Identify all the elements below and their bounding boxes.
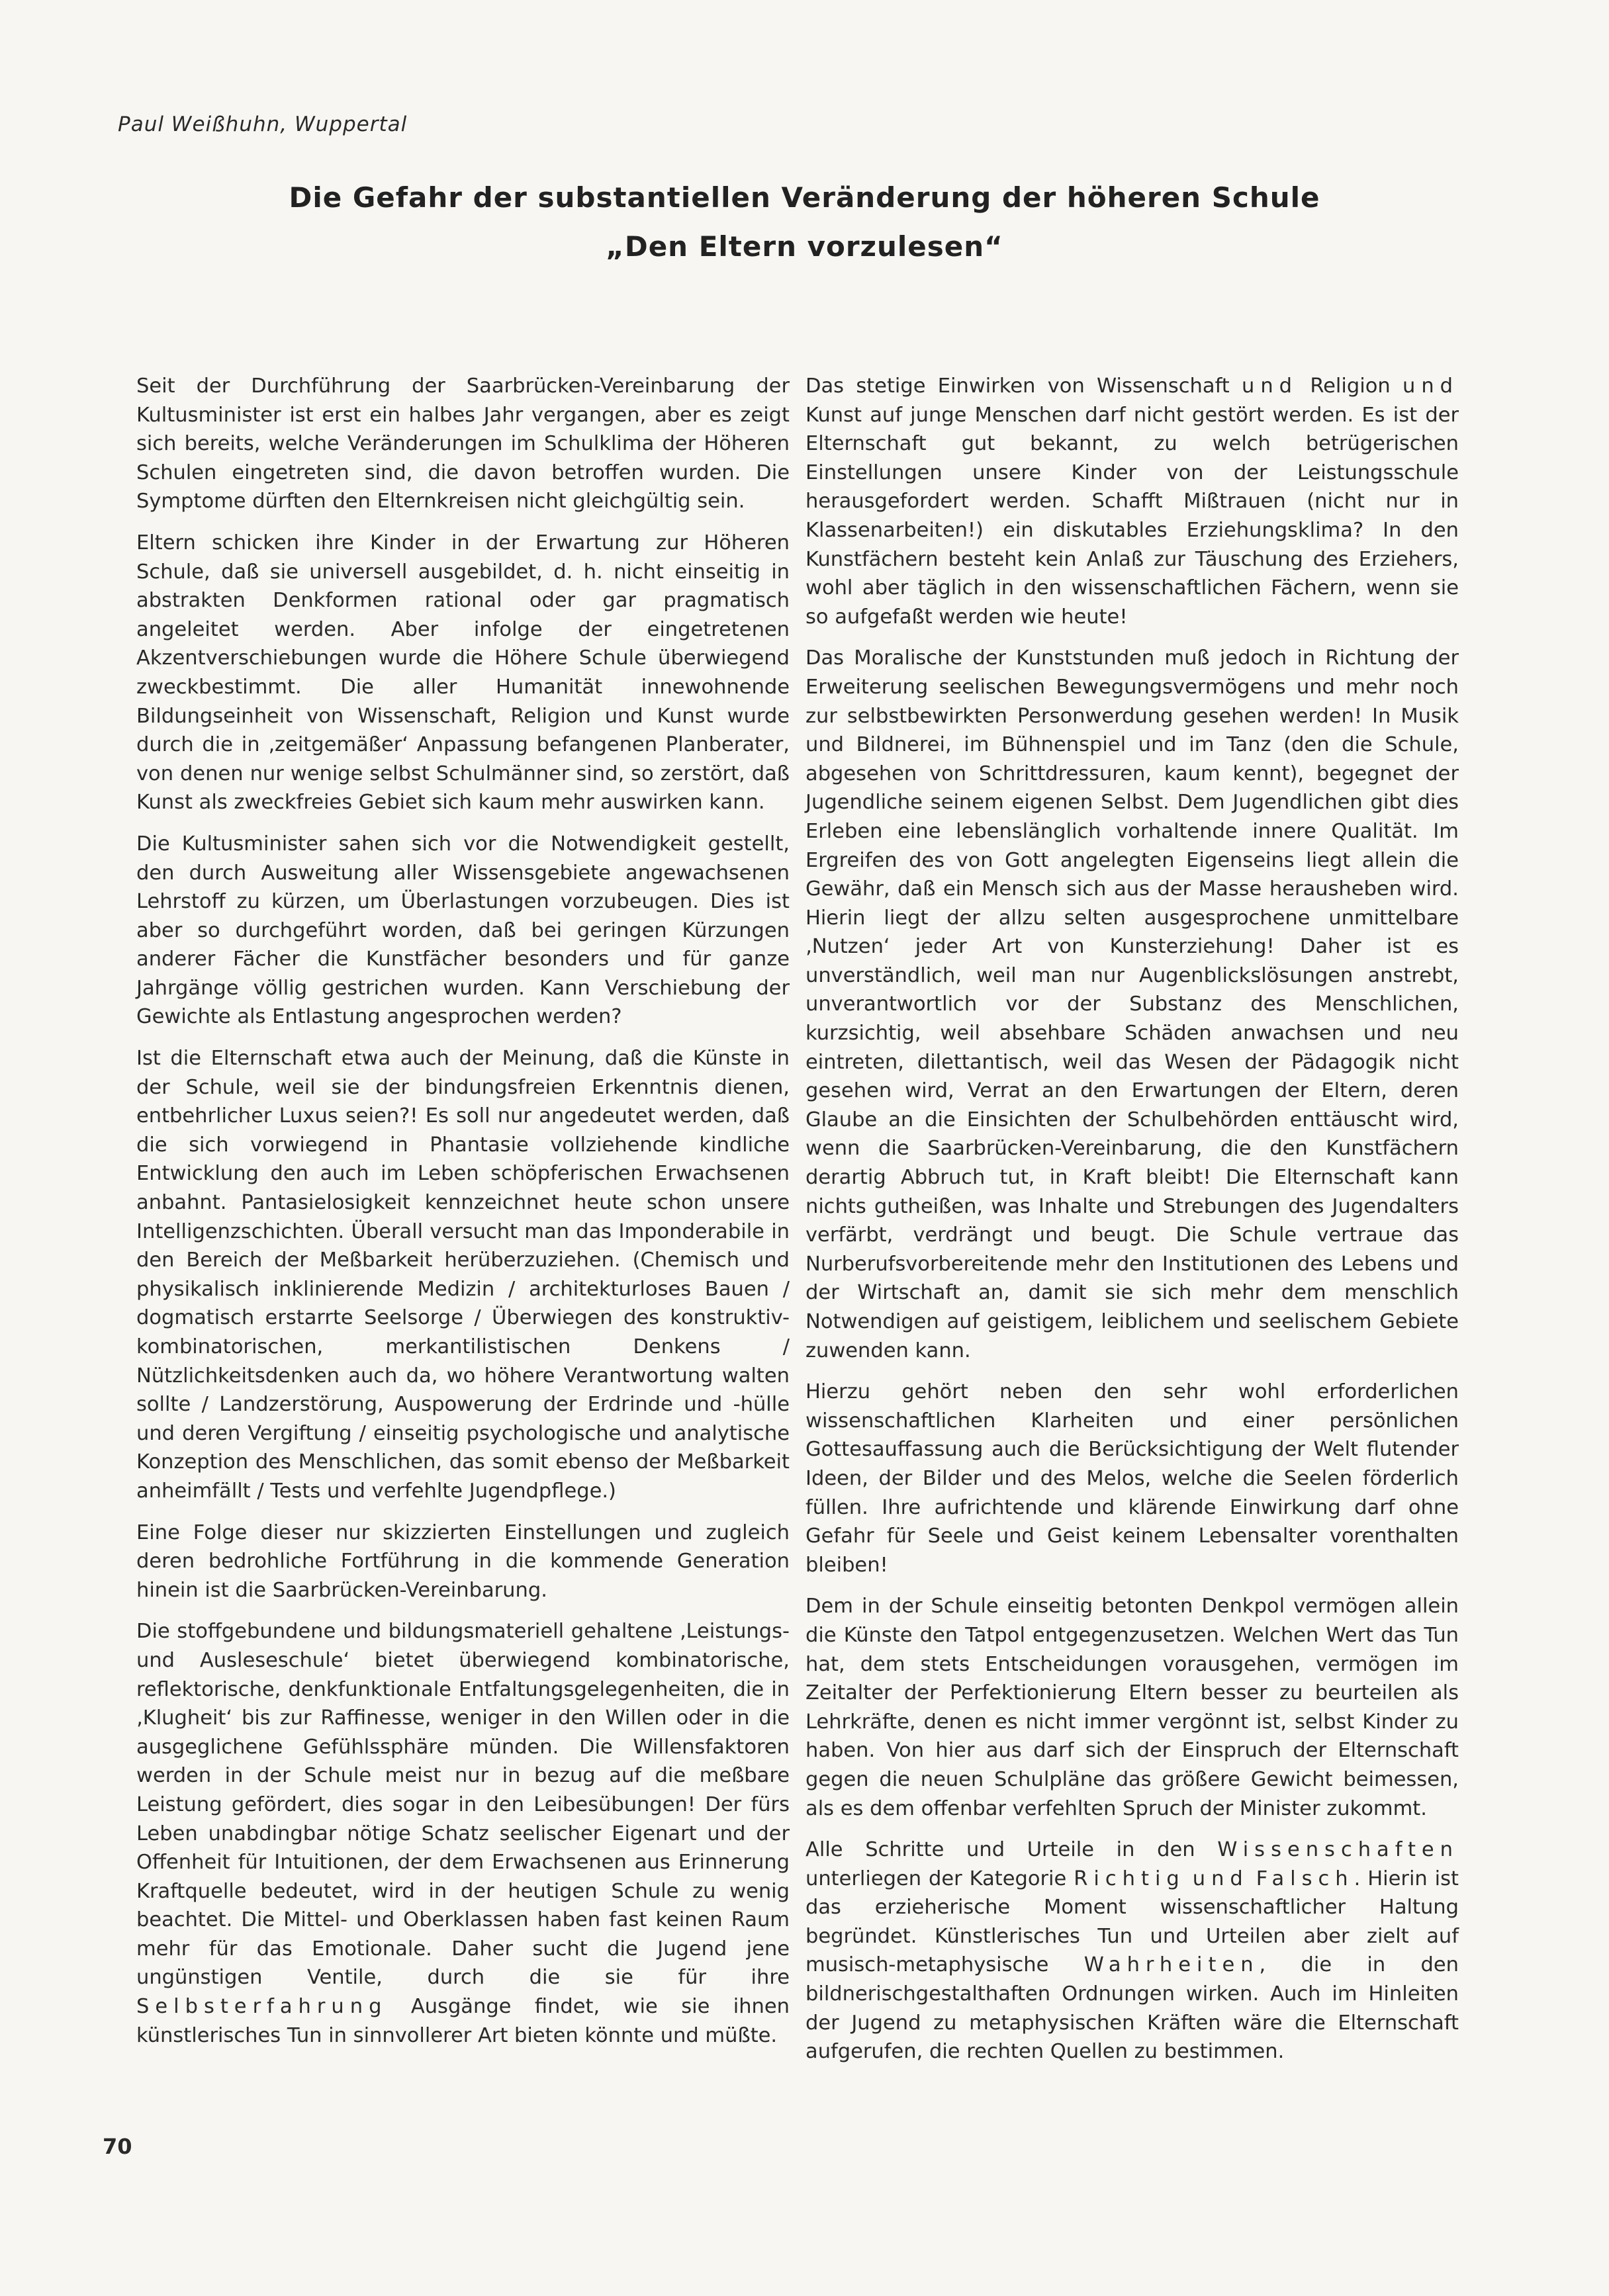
article-title bbox=[118, 173, 1491, 271]
text-run: , die in den bildnerischgestalthaften Ordnungen wirken. Auch im Hinleiten der Jugend zu metaphysischen Kräften wäre die Elternschaft aufgerufen, die rechten Quellen zu bestimmen. bbox=[805, 1953, 1459, 2064]
paragraph: Die Kultusminister sahen sich vor die Notwendigkeit gestellt, den durch Ausweitung aller Wissensgebiete angewachsenen Lehrstoff zu kürzen, um Überlastungen vorzubeugen. Dies ist aber so durchgeführt worden, daß bei geringen Kürzungen anderer Fächer die Kunstfächer besonders und für ganze Jahrgänge völlig gestrichen wurden. Kann Verschiebung der Gewichte als Entlastung angesprochen werden? bbox=[136, 832, 790, 1029]
text-run: Kunst auf junge Menschen darf nicht gestört werden. Es ist der Elternschaft gut bekannt, zu welch betrügerischen Einstellungen unsere Kinder von der Leistungsschule herausgefordert werden. Schafft Mißtrauen (nicht nur in Klassenarbeiten!) ein diskutables Erziehungsklima? In den Kunstfächern besteht kein Anlaß zur Täuschung des Erziehers, wohl aber täglich in den wissenschaftlichen Fächern, wenn sie so aufgefaßt werden wie heute! bbox=[805, 403, 1459, 629]
text-run: Die stoffgebundene und bildungsmateriell gehaltene ‚Leistungs- und Ausleseschule‘ bietet überwiegend kombinatorische, reflektorische, denkfunktionale Entfaltungsgelegenheiten, die in ‚Klugheit‘ bis zur Raffinesse, weniger in den Willen oder in die ausgeglichene Gefühlssphäre münden. Die Willensfaktoren werden in der Schule meist nur in bezug auf die meßbare Leistung gefördert, dies sogar in den Leibesübungen! Der fürs Leben unabdingbar nötige Schatz seelischer Eigenart und der Offenheit für Intuitionen, der dem Erwachsenen aus Erinnerung Kraftquelle bedeutet, wird in der heutigen Schule zu wenig beachtet. Die Mittel- und Oberklassen haben fast keinen Raum mehr für das Emotionale. Daher sucht die Jugend jene ungünstigen Ventile, durch die sie für ihre bbox=[136, 1620, 790, 1990]
text-run: Religion bbox=[1310, 375, 1391, 398]
spaced-emphasis: Falsch bbox=[1256, 1867, 1354, 1890]
paragraph: Das Moralische der Kunststunden muß jedoch in Richtung der Erweiterung seelischen Bewegungsvermögens und mehr noch zur selbstbewirkten Personwerdung gesehen werden! In Musik und Bildnerei, im Bühnenspiel und im Tanz (den die Schule, abgesehen von Schrittdressuren, kaum kennt), begegnet der Jugendliche seinem eigenen Selbst. Dem Jugendlichen gibt dies Erleben eine lebenslänglich vorhaltende innere Qualität. Im Ergreifen des von Gott angelegten Eigenseins liegt allein die Gewähr, daß ein Mensch sich aus der Masse herausheben wird. Hierin liegt der allzu selten ausgesprochene unmittelbare ‚Nutzen‘ jeder Art von Kunsterziehung! Daher ist es unverständlich, weil man nur Augenblickslösungen anstrebt, unverantwortlich vor der Substanz des Menschlichen, kurzsichtig, weil absehbare Schäden anwachsen und neu eintreten, dilettantisch, weil das Wesen der Pädagogik nicht gesehen wird, Verrat an den Erwartungen der Eltern, deren Glaube an die Einsichten der Schulbehörden enttäuscht wird, wenn die Saarbrücken-Vereinbarung, die den Kunstfächern derartig Abbruch tut, in Kraft bleibt! Die Elternschaft kann nichts gutheißen, was Inhalte und Strebungen des Jugendalters verfärbt, verdrängt und beugt. Die Schule vertraue das Nurberufsvorbereitende mehr den Institutionen des Lebens und der Wirtschaft an, damit sie sich mehr dem menschlich Notwendigen auf geistigem, leiblichem und seelischem Gebiete zuwenden kann. bbox=[805, 646, 1459, 1362]
title-line-2: „Den Eltern vorzulesen“ bbox=[606, 230, 1003, 263]
text-run: Alle Schritte und Urteile in den bbox=[805, 1838, 1195, 1862]
spaced-emphasis: und bbox=[1402, 375, 1459, 398]
text-run: Ausgänge findet, wie sie ihnen künstlerisches Tun in sinnvollerer Art bieten könnte und müßte. bbox=[136, 1995, 790, 2047]
spaced-emphasis: Wahrheiten bbox=[1083, 1953, 1260, 1977]
spaced-emphasis: Selbsterfahrung bbox=[136, 1995, 388, 2019]
paragraph bbox=[136, 1617, 790, 2050]
paragraph bbox=[805, 1835, 1459, 2066]
text-run: unterliegen der Kategorie bbox=[805, 1867, 1067, 1890]
text-run: . Hierin ist das erzieherische Moment wissenschaftlicher Haltung begründet. Künstlerisches Tun und Urteilen aber zielt auf musisch-metaphysische bbox=[805, 1867, 1459, 1977]
title-line-1: Die Gefahr der substantiellen Veränderung der höheren Schule bbox=[289, 181, 1320, 214]
paragraph: Ist die Elternschaft etwa auch der Meinung, daß die Künste in der Schule, weil sie der bindungsfreien Erkenntnis dienen, entbehrlicher Luxus seien?! Es soll nur angedeutet werden, daß die sich vorwiegend in Phantasie vollziehende kindliche Entwicklung den auch im Leben schöpferischen Erwachsenen anbahnt. Pantasielosigkeit kennzeichnet heute schon unsere Intelligenzschichten. Überall versucht man das Imponderabile in den Bereich der Meßbarkeit herüberzuziehen. (Chemisch und physikalisch inklinierende Medizin / architekturloses Bauen / dogmatisch erstarrte Seelsorge / Überwiegen des konstruktiv-kombinatorischen, merkantilistischen Denkens / Nützlichkeitsdenken auch da, wo höhere Verantwortung walten sollte / Landzerstörung, Auspowerung der Erdrinde und -hülle und deren Vergiftung / einseitig psychologische und analytische Konzeption des Menschlichen, das somit ebenso der Meßbarkeit anheimfällt / Tests und verfehlte Jugendpflege.) bbox=[136, 1047, 790, 1503]
spaced-emphasis: und bbox=[1242, 375, 1299, 398]
spaced-emphasis: Richtig bbox=[1074, 1867, 1185, 1890]
text-run: Das stetige Einwirken von Wissenschaft bbox=[805, 375, 1230, 398]
paragraph: Dem in der Schule einseitig betonten Denkpol vermögen allein die Künste den Tatpol entgegenzusetzen. Welchen Wert das Tun hat, dem stets Entscheidungen vorausgehen, vermögen im Zeitalter der Perfektionierung Eltern besser zu beurteilen als Lehrkräfte, denen es nicht immer vergönnt ist, selbst Kinder zu haben. Von hier aus darf sich der Einspruch der Elternschaft gegen die neuen Schulpläne das größere Gewicht beimessen, als es dem offenbar verfehlten Spruch der Minister zukommt. bbox=[805, 1595, 1459, 1820]
spaced-emphasis: und bbox=[1192, 1867, 1249, 1890]
page-number: 70 bbox=[103, 2134, 132, 2159]
paragraph: Seit der Durchführung der Saarbrücken-Vereinbarung der Kultusminister ist erst ein halbes Jahr vergangen, aber es zeigt sich bereits, welche Veränderungen im Schulklima der Höheren Schulen eingetreten sind, die davon betroffen wurden. Die Symptome dürften den Elternkreisen nicht gleichgültig sein. bbox=[136, 375, 790, 513]
right-column bbox=[805, 372, 1459, 2079]
paragraph bbox=[805, 372, 1459, 631]
paragraph: Eine Folge dieser nur skizzierten Einstellungen und zugleich deren bedrohliche Fortführung in die kommende Generation hinein ist die Saarbrücken-Vereinbarung. bbox=[136, 1521, 790, 1602]
left-column bbox=[136, 372, 790, 2062]
paragraph: Eltern schicken ihre Kinder in der Erwartung zur Höheren Schule, daß sie universell ausgebildet, d. h. nicht einseitig in abstrakten Denkformen rational oder gar pragmatisch angeleitet werden. Aber infolge der eingetretenen Akzentverschiebungen wurde die Höhere Schule überwiegend zweckbestimmt. Die aller Humanität innewohnende Bildungseinheit von Wissenschaft, Religion und Kunst wurde durch die in ‚zeitgemäßer‘ Anpassung befangenen Planberater, von denen nur wenige selbst Schulmänner sind, so zerstört, daß Kunst als zweckfreies Gebiet sich kaum mehr auswirken kann. bbox=[136, 531, 790, 815]
spaced-emphasis: Wissenschaften bbox=[1217, 1838, 1459, 1862]
paragraph: Hierzu gehört neben den sehr wohl erforderlichen wissenschaftlichen Klarheiten und einer persönlichen Gottesauffassung auch die Berücksichtigung der Welt flutender Ideen, der Bilder und des Melos, welche die Seelen förderlich füllen. Ihre aufrichtende und klärende Einwirkung darf ohne Gefahr für Seele und Geist keinem Lebensalter vorenthalten bleiben! bbox=[805, 1380, 1459, 1577]
author-line: Paul Weißhuhn, Wuppertal bbox=[118, 112, 408, 136]
